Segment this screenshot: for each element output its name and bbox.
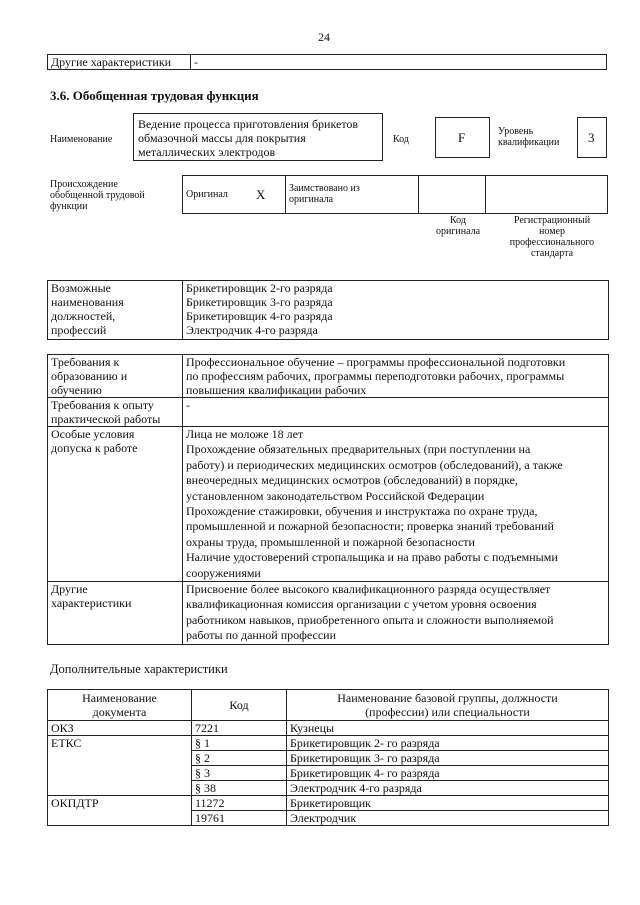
- experience-label: Требования к опыту практической работы: [48, 398, 183, 427]
- function-name-line: Ведение процесса приготовления брикетов: [138, 117, 359, 131]
- code-original-caption: Код оригинала: [435, 215, 481, 237]
- table-row: ОКЗ 7221 Кузнецы: [48, 721, 609, 736]
- level-label: Уровень квалификации: [498, 126, 560, 148]
- special-conditions-label: Особые условия допуска к работе: [48, 427, 183, 582]
- list-item: Брикетировщик 3-го разряда: [186, 295, 333, 309]
- original-label: Оригинал: [183, 176, 254, 214]
- positions-label: Возможные наименования должностей, профессий: [48, 281, 183, 340]
- registration-number-cell: [486, 176, 608, 214]
- code-value: F: [458, 130, 466, 145]
- table-row: [48, 355, 609, 398]
- level-box: [577, 117, 607, 158]
- table-row: ЕТКС § 1 Брикетировщик 2- го разряда: [48, 736, 609, 751]
- positions-list: [183, 281, 609, 340]
- requirements-table: [47, 354, 609, 645]
- code-box: [435, 117, 490, 158]
- borrowed-cell: Заимствовано из оригинала: [286, 176, 419, 214]
- list-item: Брикетировщик 4-го разряда: [186, 309, 333, 323]
- table-row: [48, 398, 609, 427]
- original-mark: X: [253, 176, 286, 214]
- table-row: § 2 Брикетировщик 3- го разряда: [48, 751, 609, 766]
- header-group: Наименование базовой группы, должности (профессии) или специальности: [287, 690, 609, 721]
- additional-title: Дополнительные характеристики: [50, 662, 228, 676]
- other-characteristics-label: Другие характеристики: [48, 582, 183, 645]
- function-name-box: [133, 113, 383, 161]
- education-label: Требования к образованию и обучению: [48, 355, 183, 398]
- table-header-row: [48, 690, 609, 721]
- list-item: Электродчик 4-го разряда: [186, 323, 318, 337]
- table-row: § 3 Брикетировщик 4- го разряда: [48, 766, 609, 781]
- education-value: Профессиональное обучение – программы профессиональной подготовки по профессиям рабочих, программы переподготовки рабочих, программы повышения квалификации рабочих: [183, 355, 609, 398]
- original-code-cell: [419, 176, 486, 214]
- table-row: [48, 427, 609, 582]
- code-label: Код: [393, 134, 409, 145]
- function-name-line: металлических электродов: [138, 145, 276, 159]
- registration-caption: Регистрационный номер профессионального стандарта: [509, 215, 595, 259]
- function-name-line: обмазочной массы для покрытия: [138, 131, 306, 145]
- name-label: Наименование: [50, 134, 113, 145]
- experience-value: -: [183, 398, 609, 427]
- table-row: § 38 Электродчик 4-го разряда: [48, 781, 609, 796]
- level-value: 3: [588, 130, 595, 145]
- page-number: 24: [318, 30, 330, 44]
- table-row: ОКПДТР 11272 Брикетировщик: [48, 796, 609, 811]
- other-characteristics-value: Присвоение более высокого квалификационного разряда осуществляет квалификационная комиссия организации с учетом уровня освоения работником навыков, приобретенного опыта и сложности выполняемой работы по данной профессии: [183, 582, 609, 645]
- top-characteristics-row: [47, 54, 607, 70]
- additional-table: [47, 689, 609, 826]
- top-row-label: Другие характеристики: [48, 55, 191, 70]
- table-row: [48, 582, 609, 645]
- table-row: 19761 Электродчик: [48, 811, 609, 826]
- top-row-value: -: [191, 55, 607, 70]
- header-code: Код: [192, 690, 287, 721]
- special-conditions-value: Лица не моложе 18 лет Прохождение обязательных предварительных (при поступлении на работу) и периодических медицинских осмотров (обследований), а также внеочередных медицинских осмотров (обследований) в порядке, установленном законодательством Российской Федерации Прохождение стажировки, обучения и инструктажа по охране труда, промышленной и пожарной безопасности; проверка знаний требований охраны труда, промышленной и пожарной безопасности Наличие удостоверений стропальщика и на право работы с подъемными сооружениями: [183, 427, 609, 582]
- header-document: Наименование документа: [48, 690, 192, 721]
- origin-label: Происхождение обобщенной трудовой функции: [50, 179, 145, 212]
- origin-table: [182, 175, 608, 214]
- positions-table: [47, 280, 609, 340]
- list-item: Брикетировщик 2-го разряда: [186, 281, 333, 295]
- section-title: 3.6. Обобщенная трудовая функция: [50, 88, 259, 103]
